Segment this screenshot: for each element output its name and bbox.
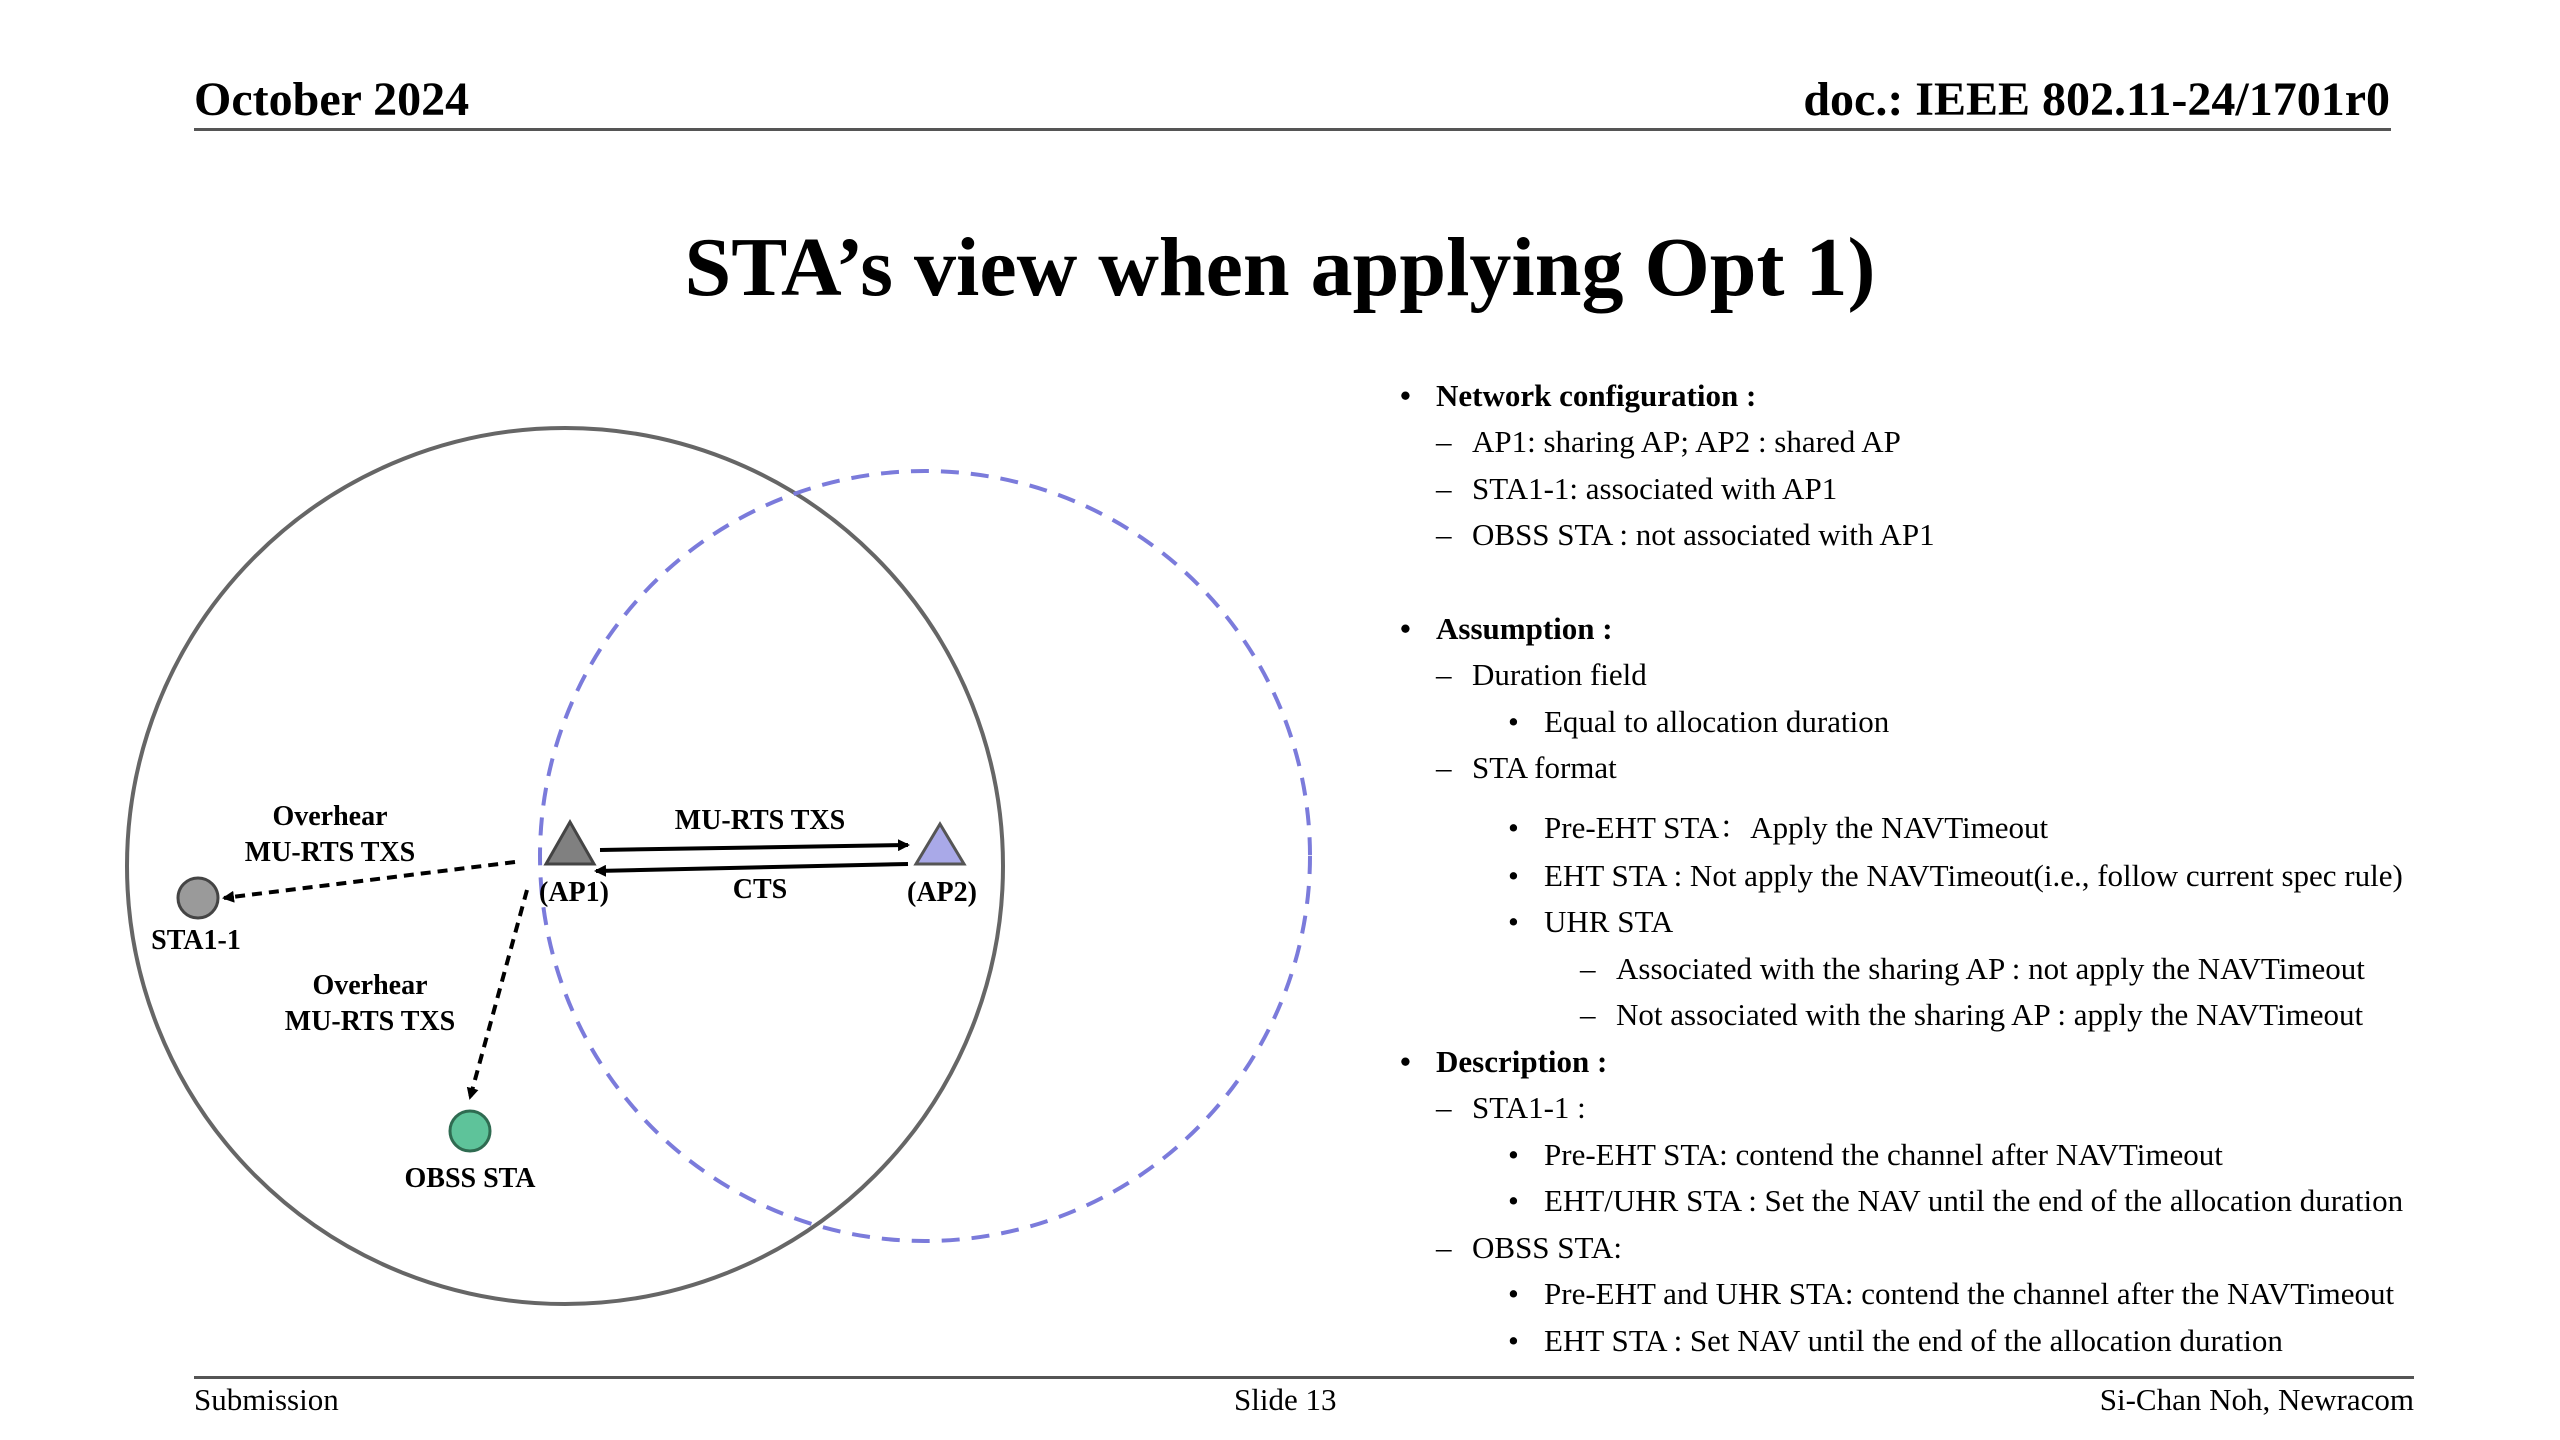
note-line: – STA format <box>1436 750 1617 785</box>
obss-node-icon <box>450 1111 490 1151</box>
ap1-label: (AP1) <box>539 877 609 908</box>
footer-author: Si-Chan Noh, Newracom <box>2099 1382 2414 1417</box>
overhear-label-2-line2: MU-RTS TXS <box>284 1006 456 1037</box>
murts-label: MU-RTS TXS <box>674 805 846 836</box>
note-line: • Pre-EHT STA: contend the channel after NAVTimeout <box>1508 1137 2223 1172</box>
sta11-label: STA1-1 <box>151 925 241 956</box>
note-line: – OBSS STA : not associated with AP1 <box>1436 517 1935 552</box>
note-description: • Description : <box>1400 1044 1608 1079</box>
ap1-triangle-icon <box>546 822 594 864</box>
footer-divider <box>194 1376 2414 1379</box>
cts-label: CTS <box>732 874 788 905</box>
footer-submission: Submission <box>194 1382 339 1417</box>
header-date: October 2024 <box>194 73 470 126</box>
note-assumption: • Assumption : <box>1400 611 1613 646</box>
note-line: – STA1-1 : <box>1436 1090 1586 1125</box>
note-line: • Pre-EHT and UHR STA: contend the channel after the NAVTimeout <box>1508 1276 2395 1311</box>
sta11-node-icon <box>178 878 218 918</box>
overhear-label-2-line1: Overhear <box>312 970 428 1001</box>
note-line: • EHT STA : Set NAV until the end of the allocation duration <box>1508 1323 2283 1358</box>
header-doc-id: doc.: IEEE 802.11-24/1701r0 <box>1803 73 2390 126</box>
ap2-label: (AP2) <box>907 877 977 908</box>
slide-title: STA’s view when applying Opt 1) <box>684 221 1876 314</box>
note-line: – OBSS STA: <box>1436 1230 1622 1265</box>
note-network-configuration: • Network configuration : <box>1400 378 1757 413</box>
murts-arrow <box>600 845 908 850</box>
obss-label: OBSS STA <box>404 1163 536 1194</box>
note-line: • UHR STA <box>1508 904 1674 939</box>
overhear-label-1-line2: MU-RTS TXS <box>244 837 416 868</box>
overhear-label-1-line1: Overhear <box>272 801 388 832</box>
note-line: • EHT/UHR STA : Set the NAV until the end of the allocation duration <box>1508 1183 2404 1218</box>
ap2-triangle-icon <box>916 824 964 864</box>
note-line: • Pre-EHT STA：Apply the NAVTimeout <box>1508 810 2049 845</box>
note-line: – AP1: sharing AP; AP2 : shared AP <box>1436 424 1901 459</box>
note-line: • Equal to allocation duration <box>1508 704 1890 739</box>
cts-arrow <box>596 864 908 871</box>
note-line: – Associated with the sharing AP : not apply the NAVTimeout <box>1580 951 2365 986</box>
note-line: – Duration field <box>1436 657 1647 692</box>
note-line: – Not associated with the sharing AP : apply the NAVTimeout <box>1580 997 2364 1032</box>
overhear-arrow-obss <box>470 890 527 1098</box>
footer-slide-number: Slide 13 <box>1234 1382 1337 1417</box>
note-line: • EHT STA : Not apply the NAVTimeout(i.e., follow current spec rule) <box>1508 858 2403 893</box>
note-line: – STA1-1: associated with AP1 <box>1436 471 1838 506</box>
